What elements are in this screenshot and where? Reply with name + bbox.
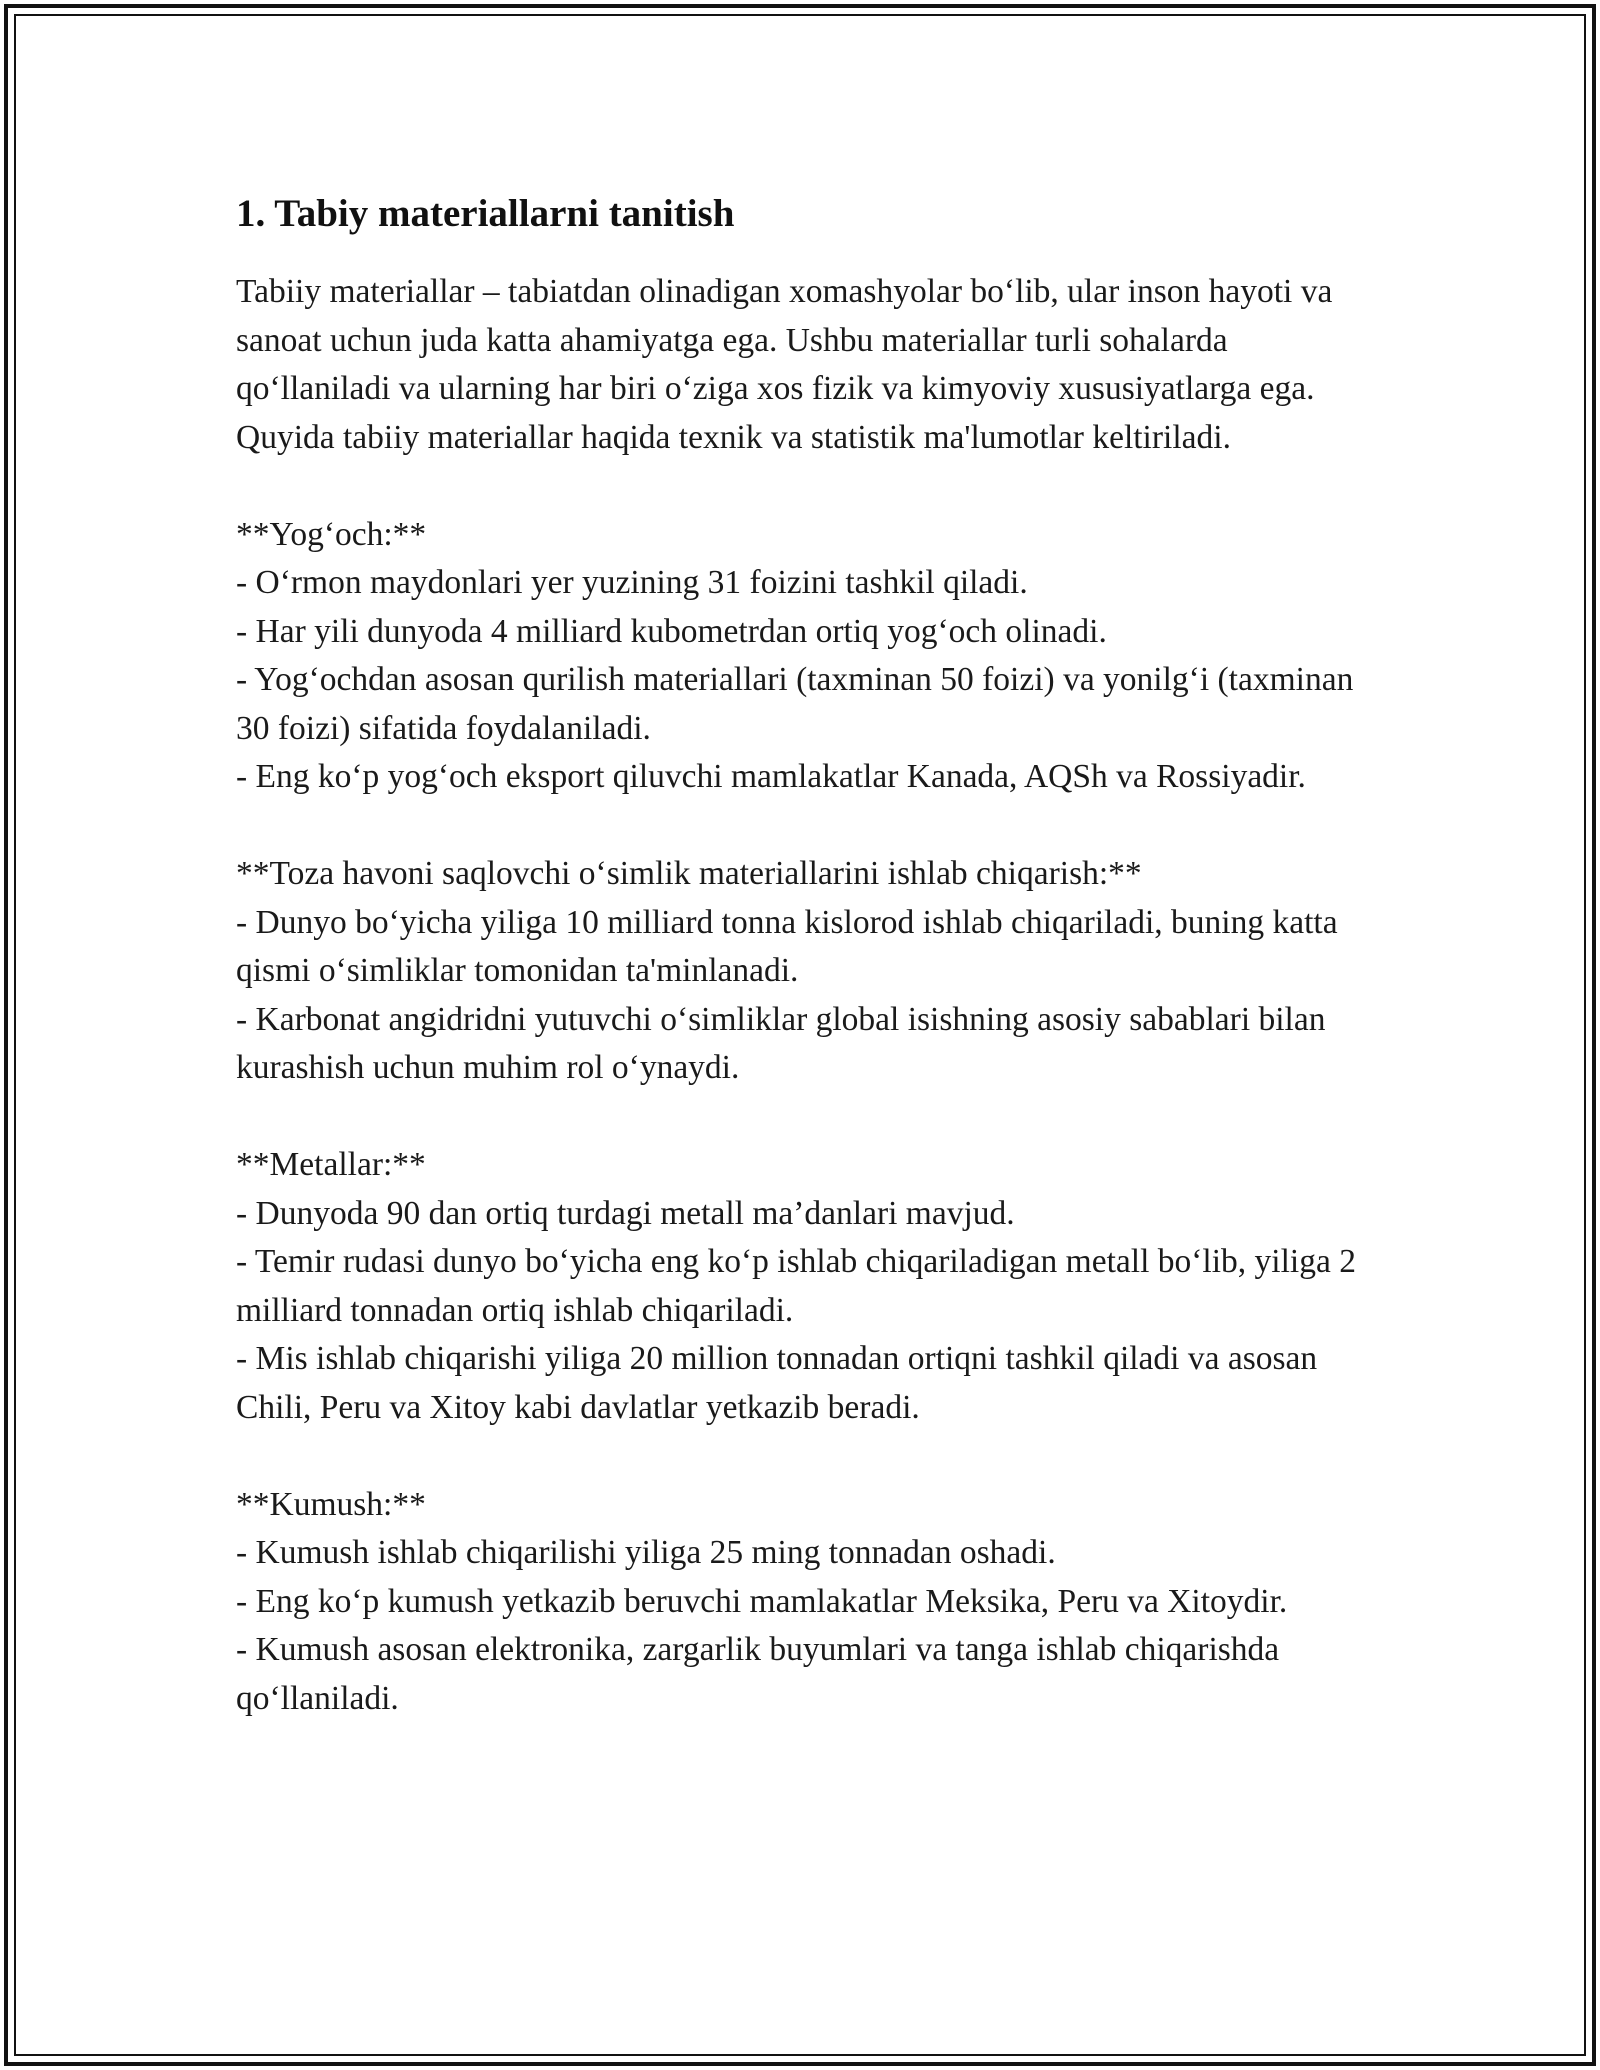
section-yogoch bbox=[236, 511, 1376, 802]
section-heading: **Toza havoni saqlovchi o‘simlik materiallarini ishlab chiqarish:** bbox=[236, 855, 1142, 892]
intro-paragraph: Tabiiy materiallar – tabiatdan olinadigan xomashyolar bo‘lib, ular inson hayoti va sanoat uchun juda katta ahamiyatga ega. Ushbu materiallar turli sohalarda qo‘llaniladi va ularning har biri o‘ziga xos fizik va kimyoviy xususiyatlarga ega. Quyida tabiiy materiallar haqida texnik va statistik ma'lumotlar keltiriladi. bbox=[236, 273, 1333, 456]
list-item: - O‘rmon maydonlari yer yuzining 31 foizini tashkil qiladi. bbox=[236, 564, 1028, 601]
section-toza-havo bbox=[236, 850, 1376, 1093]
document-body bbox=[236, 186, 1376, 1723]
list-item: - Kumush asosan elektronika, zargarlik buyumlari va tanga ishlab chiqarishda qo‘llaniladi. bbox=[236, 1631, 1280, 1717]
section-heading: **Kumush:** bbox=[236, 1485, 426, 1523]
list-item: - Yog‘ochdan asosan qurilish materiallari (taxminan 50 foizi) va yonilg‘i (taxminan 30 foizi) sifatida foydalaniladi. bbox=[236, 661, 1354, 747]
section-heading: **Metallar:** bbox=[236, 1146, 426, 1183]
list-item: - Mis ishlab chiqarishi yiliga 20 million tonnadan ortiqni tashkil qiladi va asosan Chili, Peru va Xitoy kabi davlatlar yetkazib beradi. bbox=[236, 1340, 1318, 1426]
page-title: 1. Tabiy materiallarni tanitish bbox=[236, 192, 735, 235]
list-item: - Eng ko‘p kumush yetkazib beruvchi mamlakatlar Meksika, Peru va Xitoydir. bbox=[236, 1582, 1288, 1620]
section-metallar bbox=[236, 1141, 1376, 1432]
list-item: - Kumush ishlab chiqarilishi yiliga 25 ming tonnadan oshadi. bbox=[236, 1534, 1056, 1571]
list-item: - Dunyo bo‘yicha yiliga 10 milliard tonna kislorod ishlab chiqariladi, buning katta qismi o‘simliklar tomonidan ta'minlanadi. bbox=[236, 903, 1338, 989]
section-kumush bbox=[236, 1481, 1376, 1724]
list-item: - Temir rudasi dunyo bo‘yicha eng ko‘p ishlab chiqariladigan metall bo‘lib, yiliga 2 milliard tonnadan ortiq ishlab chiqariladi. bbox=[236, 1243, 1356, 1329]
list-item: - Karbonat angidridni yutuvchi o‘simliklar global isishning asosiy sabablari bilan kurashish uchun muhim rol o‘ynaydi. bbox=[236, 1000, 1326, 1086]
section-heading: **Yog‘och:** bbox=[236, 515, 427, 553]
list-item: - Har yili dunyoda 4 milliard kubometrdan ortiq yog‘och olinadi. bbox=[236, 612, 1107, 650]
list-item: - Eng ko‘p yog‘och eksport qiluvchi mamlakatlar Kanada, AQSh va Rossiyadir. bbox=[236, 758, 1306, 795]
list-item: - Dunyoda 90 dan ortiq turdagi metall ma’danlari mavjud. bbox=[236, 1194, 1015, 1232]
